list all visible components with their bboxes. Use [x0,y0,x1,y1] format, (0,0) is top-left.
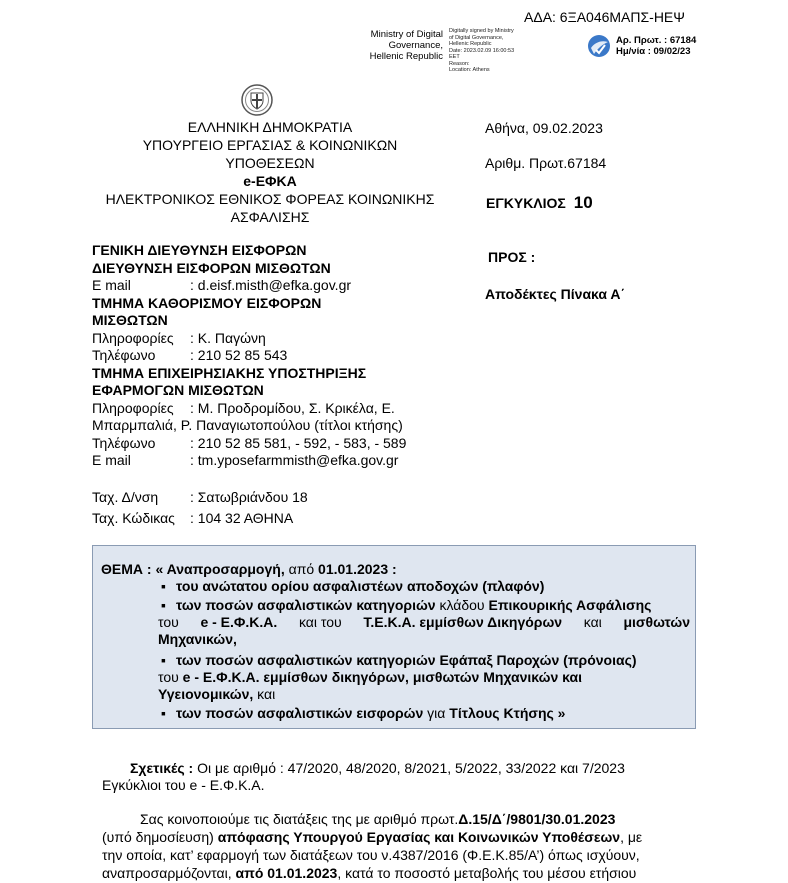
subject-item: ▪ του ανώτατου ορίου ασφαλιστέων αποδοχών (πλαφόν) [161,578,545,594]
department-title: ΤΜΗΜΑ ΚΑΘΟΡΙΣΜΟΥ ΕΙΣΦΟΡΩΝ [92,294,322,311]
protocol-logo-icon [586,33,612,62]
directorate: ΔΙΕΥΘΥΝΣΗ ΕΙΣΦΟΡΩΝ ΜΙΣΘΩΤΩΝ [92,259,331,276]
subject-text: και [583,614,602,630]
signature-line: of Digital Governance, [449,34,504,41]
phone-value: : 210 52 85 581, - 592, - 583, - 589 [190,434,407,451]
agency-full-name: ΗΛΕΚΤΡΟΝΙΚΟΣ ΕΘΝΙΚΟΣ ΦΟΡΕΑΣ ΚΟΙΝΩΝΙΚΗΣ [105,191,435,207]
issuer-block [95,118,445,226]
circular-label [486,193,593,213]
agency-name: e-ΕΦΚΑ [243,173,297,189]
subject-item: ▪ των ποσών ασφαλιστικών εισφορών για Τίτλους Κτήσης » [161,705,566,721]
ministry-line: Governance, [388,40,443,51]
body-line [140,811,615,829]
email-value: : tm.yposefarmmisth@efka.gov.gr [190,452,399,468]
subject-text: e - Ε.Φ.Κ.Α. εμμίσθων δικηγόρων, μισθωτών Μηχανικών και [182,669,582,685]
info-value: : Μ. Προδρομίδου, Σ. Κρικέλα, Ε. [190,399,395,416]
ministry-line: Hellenic Republic [369,51,443,62]
contact-row [92,330,406,348]
subject-text: Τ.Ε.Κ.Α. εμμίσθων Δικηγόρων [363,614,563,630]
ada-code: ΑΔΑ: 6ΞΑ046ΜΑΠΣ-ΗΕΨ [524,9,685,25]
protocol-number: Αρ. Πρωτ. : 67184 [616,35,697,46]
address-block [92,489,308,527]
subject-item-text: του ανώτατου ορίου ασφαλιστέων αποδοχών (πλαφόν) [175,578,545,594]
circular-label-text: ΕΓΚΥΚΛΙΟΣ [486,195,566,211]
signature-ministry [355,29,443,62]
address-value: : Σατωβριάνδου 18 [190,489,308,505]
subject-item-text: των ποσών ασφαλιστικών κατηγοριών [175,597,436,613]
subject-item-text: Τίτλους Κτήσης » [449,705,566,721]
body-text: Δ.15/Δ΄/9801/30.01.2023 [458,811,616,827]
contact-row [92,347,406,365]
issuer-line: ΥΠΟΘΕΣΕΩΝ [225,155,315,171]
phone-label: Τηλέφωνο [92,434,156,451]
document-protocol: Αριθμ. Πρωτ.67184 [485,155,607,171]
circular-number: 10 [573,193,593,212]
body-text: απόφασης Υπουργού Εργασίας και Κοινωνικών Υποθέσεων [217,829,621,845]
subject-item-continuation [158,686,275,703]
subject-from: από [288,561,315,577]
phone-label: Τηλέφωνο [92,347,156,363]
greek-emblem-icon [241,84,273,119]
related-line [130,760,625,778]
subject-box [92,545,696,729]
subject-item-text: Επικουρικής Ασφάλισης [488,597,652,613]
contact-row [92,277,406,295]
body-text: , κατά το ποσοστό μεταβολής του μέσου ετήσιου [337,865,637,881]
subject-item-continuation [158,614,690,631]
subject-item-text: των ποσών ασφαλιστικών κατηγοριών Εφάπαξ Παροχών (πρόνοιας) [175,652,637,668]
subject-text: και του [298,614,342,630]
department-title: ΜΙΣΘΩΤΩΝ [92,312,168,328]
subject-item-text: για [427,705,446,721]
department-title: ΕΦΑΡΜΟΓΩΝ ΜΙΣΘΩΤΩΝ [92,382,264,398]
subject-open: « Αναπροσαρμογή, [155,561,285,577]
subject-text: e - Ε.Φ.Κ.Α. [200,614,278,630]
subject-item-continuation [158,669,582,686]
address-label: Ταχ. Δ/νση [92,489,159,505]
related-label: Σχετικές : [130,760,194,776]
body-text: (υπό δημοσίευση) [102,829,214,845]
body-line: την οποία, κατ’ εφαρμογή των διατάξεων του ν.4387/2016 (Φ.Ε.Κ.85/Α’) όπως ισχύουν, [102,847,640,863]
body-text: , με [620,829,643,845]
signature-line: Location: Athens [449,67,490,73]
ministry-line: Ministry of Digital [370,29,443,40]
signature-line: Date: 2023.02.09 16:00:53 [449,47,515,54]
body-line [102,865,636,883]
address-row [92,489,308,507]
phone-value: : 210 52 85 543 [190,347,288,363]
info-label: Πληροφορίες [92,399,174,416]
department-title: ΤΜΗΜΑ ΕΠΙΧΕΙΡΗΣΙΑΚΗΣ ΥΠΟΣΤΗΡΙΞΗΣ [92,364,367,381]
document-date: Αθήνα, 09.02.2023 [485,120,603,136]
general-directorate: ΓΕΝΙΚΗ ΔΙΕΥΘΥΝΣΗ ΕΙΣΦΟΡΩΝ [92,242,307,258]
signature-line: Hellenic Republic [449,41,492,47]
signature-details [449,28,514,74]
body-line [102,829,642,847]
to-label: ΠΡΟΣ : [488,249,536,265]
body-text: αναπροσαρμόζονται, [102,865,232,881]
signature-line: Reason: [449,60,470,67]
subject-item-text: κλάδου [439,597,485,613]
recipients: Αποδέκτες Πίνακα Α΄ [485,286,626,302]
contact-row [92,435,406,453]
protocol-date: Ημ/νία : 09/02/23 [616,46,691,57]
subject-text: του [158,669,179,685]
subject-label: ΘΕΜΑ : [101,561,152,577]
zip-label: Ταχ. Κώδικας [92,509,175,526]
agency-full-name: ΑΣΦΑΛΙΣΗΣ [230,209,310,225]
body-text: Σας κοινοποιούμε τις διατάξεις της με αριθμό πρωτ. [140,811,459,827]
subject-heading [101,561,397,578]
contact-row [92,400,406,418]
email-label: E mail [92,277,131,293]
subject-item: ▪ των ποσών ασφαλιστικών κατηγοριών Εφάπαξ Παροχών (πρόνοιας) [161,652,637,668]
subject-text: μισθωτών [623,614,690,630]
issuer-line: ΥΠΟΥΡΓΕΙΟ ΕΡΓΑΣΙΑΣ & ΚΟΙΝΩΝΙΚΩΝ [142,137,398,153]
info-continuation: Μπαρμπαλιά, Ρ. Παναγιωτοπούλου (τίτλοι κτήσης) [92,417,403,433]
subject-item-text: των ποσών ασφαλιστικών εισφορών [175,705,424,721]
contact-row [92,452,406,470]
related-text: Οι με αριθμό : 47/2020, 48/2020, 8/2021, 5/2022, 33/2022 και 7/2023 [197,760,625,776]
subject-text: Υγειονομικών, [158,686,254,702]
zip-row [92,510,308,528]
zip-value: : 104 32 ΑΘΗΝΑ [190,509,294,526]
body-text: από 01.01.2023 [235,865,338,881]
email-value: : d.eisf.misth@efka.gov.gr [190,277,352,293]
info-value: : Κ. Παγώνη [190,329,266,346]
subject-date: 01.01.2023 : [318,561,397,577]
subject-text: του [158,614,179,630]
signature-line: Digitally signed by Ministry [449,28,514,34]
subject-text: και [257,686,276,702]
email-label: E mail [92,452,131,468]
related-text-continuation: Εγκύκλιοι του e - Ε.Φ.Κ.Α. [102,777,265,793]
signature-line: EET [449,54,460,60]
subject-item: ▪ των ποσών ασφαλιστικών κατηγοριών κλάδου Επικουρικής Ασφάλισης [161,597,652,613]
info-label: Πληροφορίες [92,329,174,346]
subject-item-continuation: Μηχανικών, [158,631,237,647]
contacts-block [92,242,406,470]
issuer-line: ΕΛΛΗΝΙΚΗ ΔΗΜΟΚΡΑΤΙΑ [187,119,353,135]
